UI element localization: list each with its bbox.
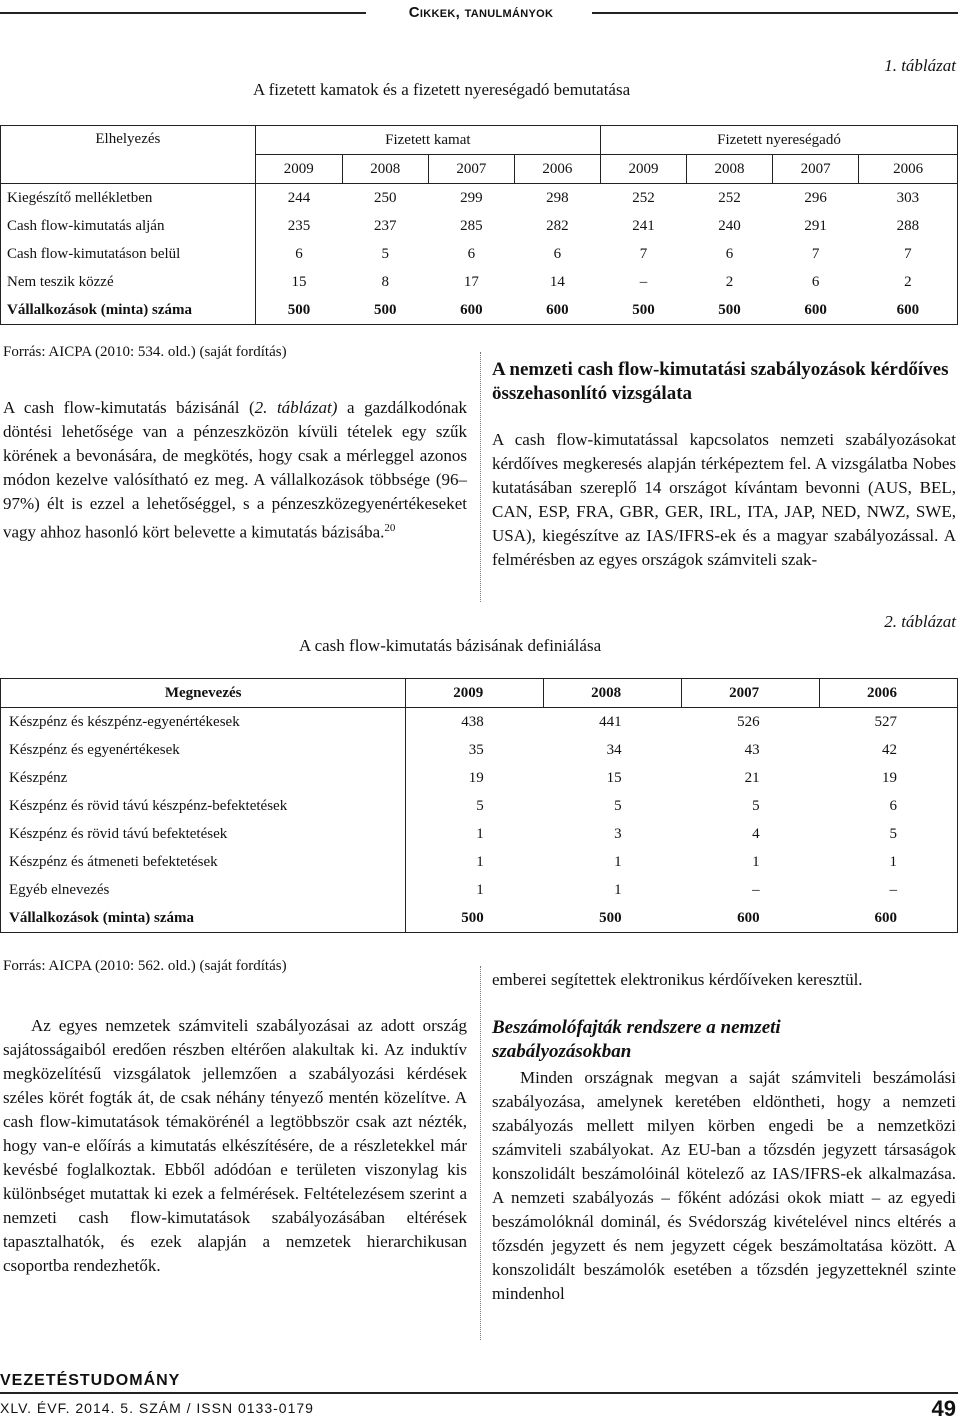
cell: 600 — [820, 904, 958, 933]
cell: 6 — [725, 245, 734, 262]
cell: 6 — [811, 273, 820, 290]
table-row — [1, 848, 958, 876]
table1-year: 2008 — [342, 155, 428, 184]
cell: 1 — [614, 881, 622, 898]
table2-year: 2006 — [820, 679, 958, 708]
table-row — [1, 184, 958, 213]
cell: 240 — [718, 217, 741, 234]
cell: 6 — [820, 792, 958, 820]
cell: 2 — [725, 273, 734, 290]
para1-text-a: A cash flow-kimutatás bázisánál ( — [3, 398, 255, 417]
table1-source: Forrás: AICPA (2010: 534. old.) (saját fordítás) — [3, 344, 287, 360]
cell: – — [752, 881, 760, 898]
section-heading: A nemzeti cash flow-kimutatási szabályozások kérdőíves összehasonlító vizsgálata — [492, 359, 949, 404]
table2-col-name: Megnevezés — [1, 679, 406, 708]
table1-group-tax: Fizetett nyereségadó — [600, 126, 957, 155]
table-row — [1, 268, 958, 296]
cell: 600 — [859, 296, 958, 325]
cell: 438 — [461, 713, 484, 730]
table-row — [1, 764, 958, 792]
row-label: Cash flow-kimutatáson belül — [1, 240, 256, 268]
cell: 42 — [820, 736, 958, 764]
cell: 3 — [614, 825, 622, 842]
right-paragraph-continued: emberei segítettek elektronikus kérdőíveken keresztül. — [492, 970, 863, 989]
table2-source: Forrás: AICPA (2010: 562. old.) (saját fordítás) — [3, 958, 287, 974]
table1-title: A fizetett kamatok és a fizetett nyereségadó bemutatása — [253, 80, 631, 99]
running-head: Cikkek, tanulmányok — [408, 4, 554, 21]
cell: 1 — [476, 853, 484, 870]
table2-year: 2008 — [544, 679, 682, 708]
cell: 7 — [859, 240, 958, 268]
cell: 500 — [255, 296, 342, 325]
header-rule-right — [592, 12, 958, 14]
cell: 1 — [476, 825, 484, 842]
cell: 527 — [820, 708, 958, 737]
cell: 252 — [600, 184, 686, 213]
row-label: Kiegészítő mellékletben — [1, 184, 256, 213]
cell: 1 — [820, 848, 958, 876]
column-divider-bottom — [480, 966, 481, 1340]
cell: 500 — [687, 296, 773, 325]
cell: – — [639, 273, 648, 290]
cell: 500 — [600, 296, 686, 325]
row-label: Egyéb elnevezés — [1, 876, 406, 904]
cell: 600 — [773, 296, 859, 325]
cell: 1 — [752, 853, 760, 870]
table-row — [1, 820, 958, 848]
row-label: Készpénz és rövid távú készpénz-befektetések — [1, 792, 406, 820]
left-paragraph-2: Az egyes nemzetek számviteli szabályozásai az adott ország sajátosságaiból eredően részben eltérően alakultak ki. Az induktív megközelítésű vizsgálatok jellemzően a szabályozási kérdések széles körét fogták át, de csak néhány tényező mentén közelítve. A cash flow-kimutatások témakörénél a legtöbbször csak azt nézték, hogy van-e előírás a kimutatás elkészítésére, de a részletekkel már kevésbé foglalkoztak. Ebből adódóan e területen viszonylag kis különbséget mutattak ki ezek a felmérések. Feltételezésem szerint a nemzeti cash flow-kimutatások szabályozásában eltérések tapasztalhatók, és ezek alapján a nemzetek hierarchikusan csoportba rendezhetők. — [3, 1016, 467, 1275]
cell: 600 — [682, 904, 820, 933]
cell: 500 — [544, 904, 682, 933]
table-row — [1, 212, 958, 240]
cell: 241 — [632, 217, 655, 234]
row-label: Készpénz — [1, 764, 406, 792]
table-row-total — [1, 296, 958, 325]
table2 — [0, 678, 958, 933]
row-label: Készpénz és rövid távú befektetések — [1, 820, 406, 848]
cell: 21 — [744, 769, 760, 786]
cell: 19 — [468, 769, 484, 786]
table-row — [1, 792, 958, 820]
cell: 4 — [752, 825, 760, 842]
para1-text-b: a gazdálkodónak döntési lehetősége van a pénzeszközön kívüli tételek egy szűk körének a bevonására, de megkötés, hogy csak a mérleggel azonos módon kezelve valósítható ez meg. A vállalkozások többsége (96–97%) élt is ezzel a lehetőséggel, s a pénzeszközegyenértékeseket vagy ahhoz hasonló kört belevette a kimutatás bázisába. — [3, 398, 467, 542]
cell: 14 — [549, 273, 565, 290]
table1-label: 1. táblázat — [884, 56, 956, 75]
table2-header-row — [1, 679, 958, 708]
left-paragraph-1 — [3, 396, 467, 545]
cell: 6 — [295, 245, 303, 262]
table2-year: 2007 — [682, 679, 820, 708]
table1-year: 2009 — [600, 155, 686, 184]
cell: 7 — [811, 245, 820, 262]
table1-year: 2008 — [687, 155, 773, 184]
cell: 15 — [291, 273, 307, 290]
table1-group-header — [1, 126, 958, 155]
cell: 244 — [255, 184, 342, 213]
cell: – — [820, 876, 958, 904]
table2-year: 2009 — [406, 679, 544, 708]
row-label: Készpénz és átmeneti befektetések — [1, 848, 406, 876]
cell: 282 — [546, 217, 569, 234]
cell: 1 — [476, 881, 484, 898]
cell: 500 — [406, 904, 544, 933]
cell: 5 — [614, 797, 622, 814]
cell: 441 — [599, 713, 622, 730]
column-divider-top — [480, 352, 481, 602]
row-label: Nem teszik közzé — [1, 268, 256, 296]
cell: 15 — [606, 769, 622, 786]
page-number: 49 — [931, 1396, 956, 1421]
cell: 600 — [428, 296, 514, 325]
cell: 7 — [639, 245, 648, 262]
footnote-ref: 20 — [384, 522, 396, 534]
table1-group-interest: Fizetett kamat — [255, 126, 600, 155]
header-rule-left — [0, 12, 366, 14]
table1-col-location: Elhelyezés — [1, 126, 256, 184]
cell: 34 — [606, 741, 622, 758]
table1-year: 2009 — [255, 155, 342, 184]
cell: 1 — [614, 853, 622, 870]
cell: 6 — [467, 245, 476, 262]
cell: 43 — [744, 741, 760, 758]
cell: 600 — [514, 296, 600, 325]
cell: 2 — [859, 268, 958, 296]
cell: 237 — [374, 217, 397, 234]
row-label: Cash flow-kimutatás alján — [1, 212, 256, 240]
cell: 291 — [804, 217, 827, 234]
table1-year: 2006 — [859, 155, 958, 184]
row-label: Készpénz és készpénz-egyenértékesek — [1, 708, 406, 737]
cell: 235 — [287, 217, 311, 234]
cell: 299 — [428, 184, 514, 213]
cell: 5 — [820, 820, 958, 848]
row-label: Vállalkozások (minta) száma — [1, 296, 256, 325]
subsection-heading: Beszámolófajták rendszere a nemzeti szabályozásokban — [492, 1017, 781, 1062]
table-row — [1, 708, 958, 737]
table-row — [1, 876, 958, 904]
journal-name: VEZETÉSTUDOMÁNY — [0, 1372, 181, 1389]
issue-info: XLV. ÉVF. 2014. 5. SZÁM / ISSN 0133-0179 — [0, 1400, 314, 1416]
cell: 303 — [859, 184, 958, 213]
cell: 8 — [381, 273, 390, 290]
right-paragraph-2: Minden országnak megvan a saját számviteli beszámolási szabályozása, amelynek keretében eldöntheti, hogy a nemzeti szabályozás mellett milyen körben engedi be a nemzetközi számviteli szabályokat. Az EU-ban a tőzsdén jegyzett társaságok konszolidált beszámolóinál kötelező az IAS/IFRS-ek alkalmazása. A nemzeti szabályozás – főként adózási okok miatt – az egyedi beszámolóknál dominál, és Svédország kivételével nincs eltérés a tőzsdén jegyzett és nem jegyzett cégek beszámoltatása között. A konszolidált beszámolók esetében a tőzsdén jegyzetteknél szinte mindenhol — [492, 1068, 956, 1303]
right-paragraph-1: A cash flow-kimutatással kapcsolatos nemzeti szabályozásokat kérdőíves megkeresés alapján térképeztem fel. A vizsgálatba Nobes kutatásában szereplő 14 országot kívántam bevonni (AUS, BEL, CAN, ESP, FRA, GBR, GER, IRL, ITA, JAP, NED, NWZ, SWE, USA), kiegészítve az IAS/IFRS-ek és a magyar szabályozással. A felmérésben az egyes országok számviteli szak- — [492, 430, 956, 569]
cell: 298 — [514, 184, 600, 213]
cell: 252 — [687, 184, 773, 213]
cell: 250 — [342, 184, 428, 213]
table2-label: 2. táblázat — [884, 612, 956, 631]
row-label: Vállalkozások (minta) száma — [1, 904, 406, 933]
table2-reference: 2. táblázat) — [254, 398, 338, 417]
table-row — [1, 240, 958, 268]
cell: 17 — [463, 273, 479, 290]
table2-title: A cash flow-kimutatás bázisának definiálása — [299, 636, 602, 655]
cell: 285 — [460, 217, 483, 234]
cell: 19 — [820, 764, 958, 792]
table1-year: 2006 — [514, 155, 600, 184]
row-label: Készpénz és egyenértékesek — [1, 736, 406, 764]
table1-year: 2007 — [773, 155, 859, 184]
cell: 296 — [773, 184, 859, 213]
cell: 5 — [381, 245, 390, 262]
table-row-total — [1, 904, 958, 933]
table-row — [1, 736, 958, 764]
table1-year: 2007 — [428, 155, 514, 184]
cell: 526 — [737, 713, 760, 730]
footer-rule — [0, 1392, 958, 1394]
cell: 35 — [468, 741, 484, 758]
cell: 6 — [553, 245, 562, 262]
cell: 5 — [476, 797, 484, 814]
cell: 5 — [752, 797, 760, 814]
cell: 500 — [342, 296, 428, 325]
cell: 288 — [859, 212, 958, 240]
table1 — [0, 125, 958, 325]
